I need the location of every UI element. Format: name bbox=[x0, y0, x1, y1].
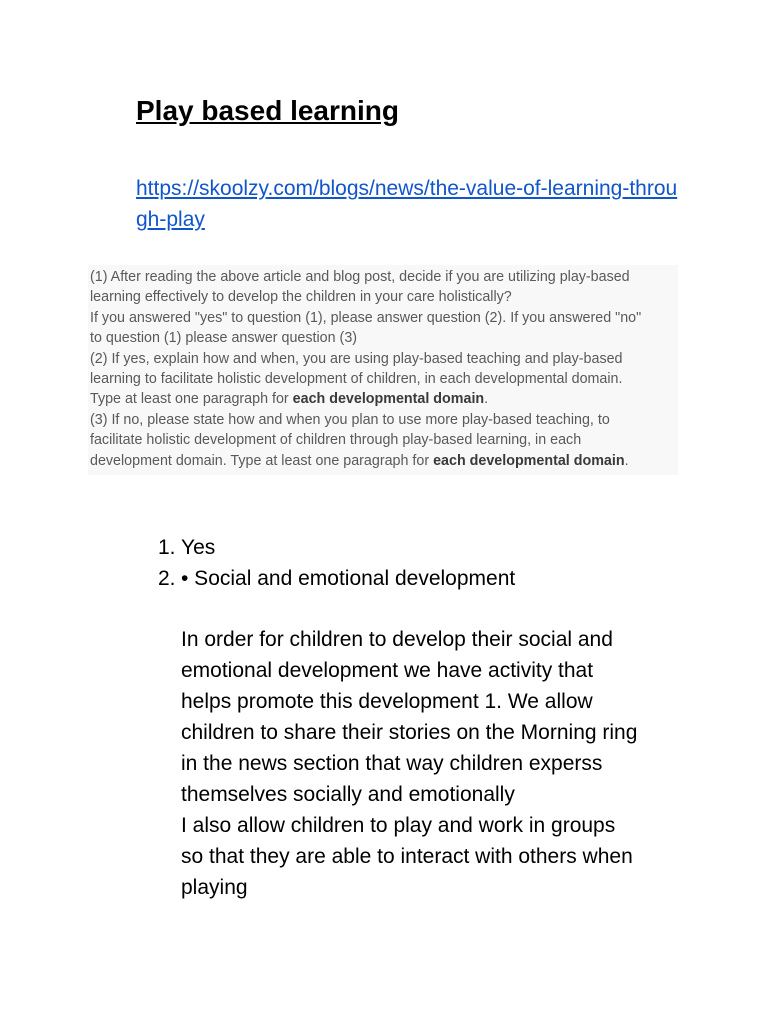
paragraph-line: in the news section that way children experss bbox=[181, 752, 603, 775]
paragraph-line: helps promote this development 1. We allow bbox=[181, 690, 593, 713]
question-line: learning to facilitate holistic development of children, in each developmental domain. bbox=[90, 371, 623, 388]
answer-paragraph bbox=[181, 624, 701, 903]
emphasis-text: each developmental domain bbox=[433, 452, 625, 469]
list-item bbox=[158, 563, 718, 594]
paragraph-line: In order for children to develop their social and bbox=[181, 628, 613, 651]
paragraph-line: playing bbox=[181, 876, 248, 899]
question-line: If you answered "yes" to question (1), please answer question (2). If you answered "no" bbox=[90, 309, 642, 326]
paragraph-line: so that they are able to interact with others when bbox=[181, 845, 633, 868]
question-line: (1) After reading the above article and blog post, decide if you are utilizing play-based bbox=[90, 269, 630, 285]
question-line: learning effectively to develop the children in your care holistically? bbox=[90, 289, 512, 306]
question-line-with-emphasis bbox=[90, 451, 678, 471]
period: . bbox=[624, 452, 629, 469]
answer-list bbox=[158, 532, 718, 594]
paragraph-line: emotional development we have activity that bbox=[181, 659, 594, 682]
question-line: (2) If yes, explain how and when, you are using play-based teaching and play-based bbox=[90, 350, 623, 367]
question-block bbox=[88, 265, 678, 475]
page-title: Play based learning bbox=[136, 95, 399, 126]
question-line-text: Type at least one paragraph for bbox=[90, 391, 293, 408]
article-link[interactable]: https://skoolzy.com/blogs/news/the-value-of-learning-through-play bbox=[136, 177, 678, 231]
list-number: 2. bbox=[158, 567, 176, 590]
question-line: to question (1) please answer question (3) bbox=[90, 330, 358, 347]
paragraph-line: I also allow children to play and work in groups bbox=[181, 814, 616, 837]
emphasis-text: each developmental domain bbox=[292, 391, 485, 408]
list-item-text: Yes bbox=[181, 536, 216, 559]
paragraph-line: children to share their stories on the Morning ring bbox=[181, 721, 638, 744]
paragraph-line: themselves socially and emotionally bbox=[181, 783, 515, 806]
list-number: 1. bbox=[158, 536, 176, 559]
question-line-with-emphasis bbox=[90, 389, 678, 409]
question-line: (3) If no, please state how and when you plan to use more play-based teaching, to bbox=[90, 411, 610, 428]
question-line-text: development domain. Type at least one paragraph for bbox=[90, 452, 434, 469]
list-item-text: • Social and emotional development bbox=[181, 567, 516, 590]
list-item bbox=[158, 532, 718, 563]
period: . bbox=[484, 391, 489, 408]
question-line: facilitate holistic development of children through play-based learning, in each bbox=[90, 432, 582, 449]
